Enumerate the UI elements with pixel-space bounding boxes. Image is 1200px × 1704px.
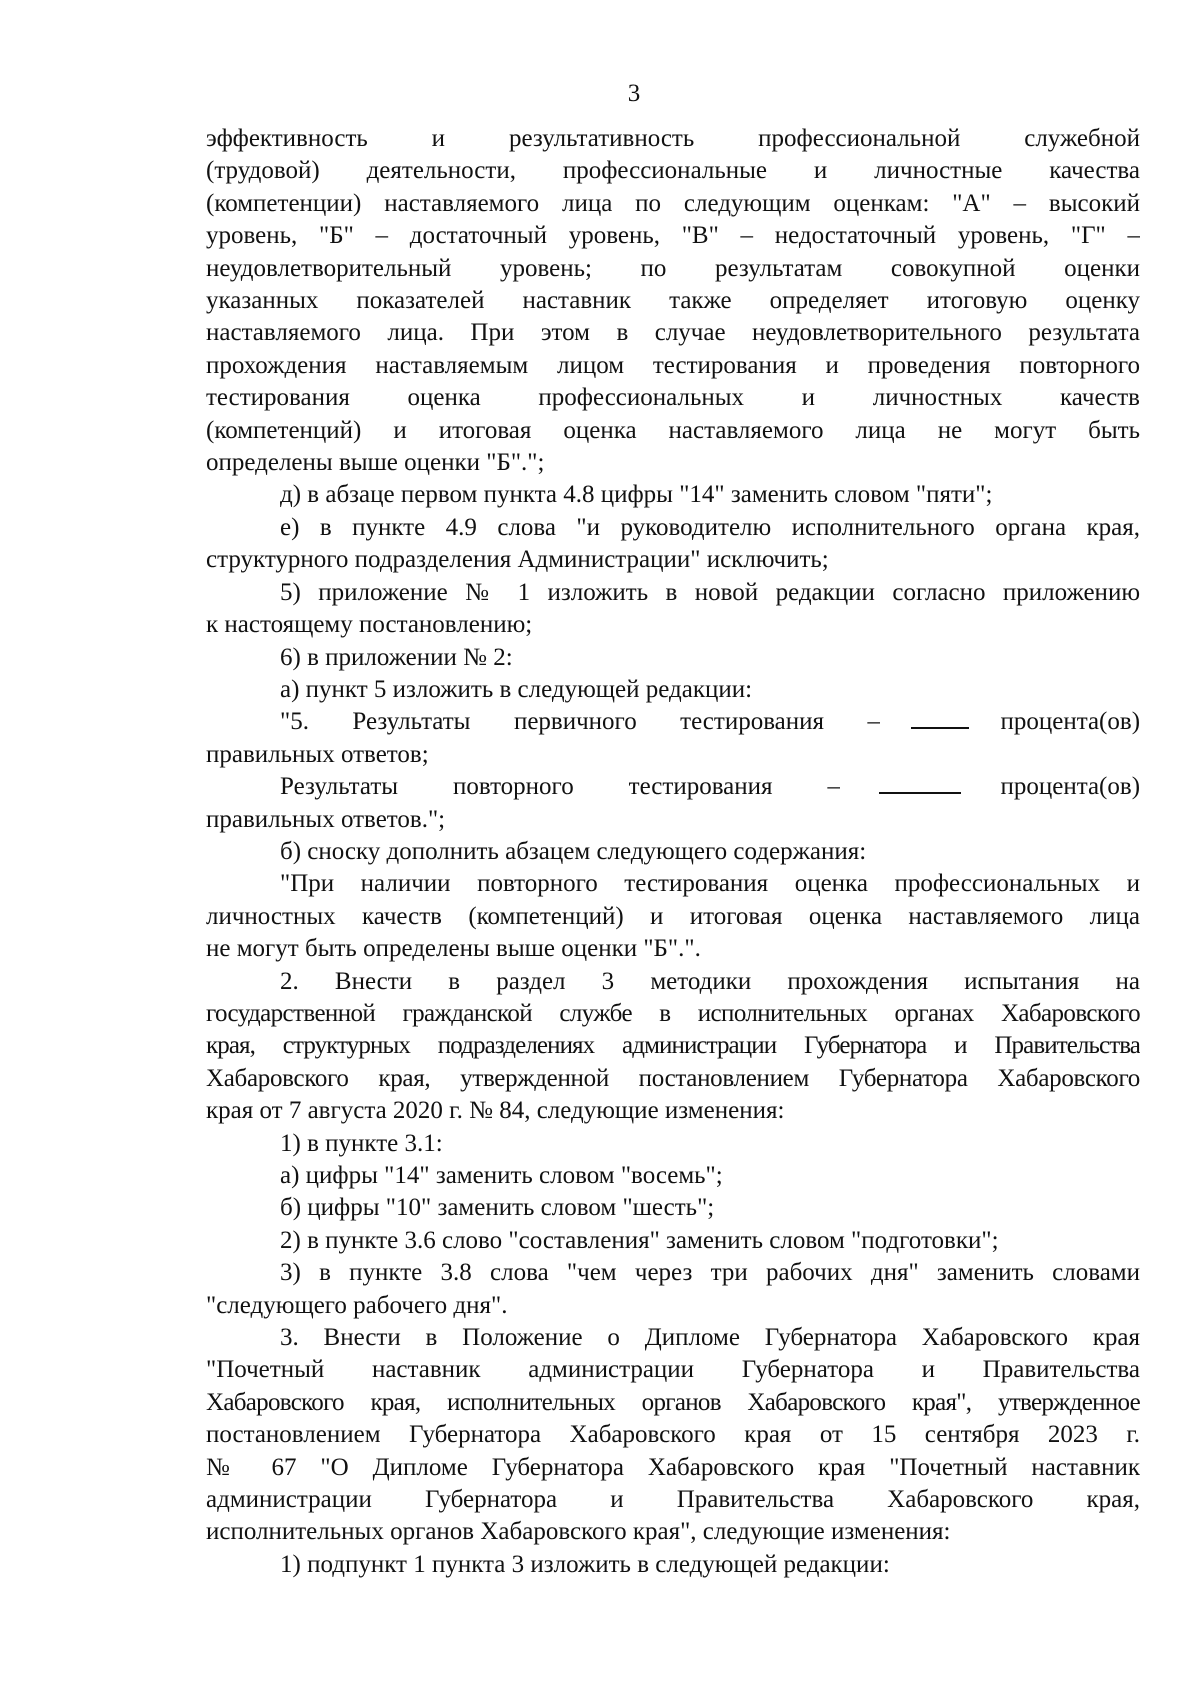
fill-in-blank [911,726,969,729]
text-line: края, структурных подразделениях администрации Губернатора и Правительства [206,1032,1140,1060]
text-line: постановлением Губернатора Хабаровского края от 15 сентября 2023 г. [206,1421,1140,1449]
text-line: б) сноску дополнить абзацем следующего содержания: [280,837,867,865]
text-line: а) пункт 5 изложить в следующей редакции: [280,675,753,703]
text-line: администрации Губернатора и Правительства Хабаровского края, [206,1486,1140,1514]
text-line: 6) в приложении № 2: [280,643,513,671]
document-body [206,123,1140,1581]
text-line: края от 7 августа 2020 г. № 84, следующие изменения: [206,1097,785,1125]
text-fragment: процента(ов) [1000,708,1141,736]
text-line: тестирования оценка профессиональных и личностных качеств [206,384,1140,412]
text-line: а) цифры "14" заменить словом "восемь"; [280,1162,723,1189]
text-line: "Почетный наставник администрации Губернатора и Правительства [206,1356,1140,1384]
text-line: 3) в пункте 3.8 слова "чем через три рабочих дня" заменить словами [280,1259,1140,1287]
text-line: государственной гражданской службе в исполнительных органах Хабаровского [206,999,1140,1027]
text-line: "При наличии повторного тестирования оценка профессиональных и [280,870,1140,898]
text-line: Хабаровского края, исполнительных органов Хабаровского края", утвержденное [206,1388,1140,1416]
text-line: определены выше оценки "Б"."; [206,449,545,477]
text-line: 2. Внести в раздел 3 методики прохождения испытания на [280,967,1140,995]
text-line: (компетенций) и итоговая оценка наставляемого лица не могут быть [206,416,1140,444]
text-line: наставляемого лица. При этом в случае неудовлетворительного результата [206,319,1140,347]
text-line: правильных ответов."; [206,805,446,833]
text-line: 2) в пункте 3.6 слово "составления" заменить словом "подготовки"; [280,1226,999,1254]
text-line-with-blank [206,706,1140,738]
text-line: неудовлетворительный уровень; по результатам совокупной оценки [206,254,1140,282]
text-line: № 67 "О Дипломе Губернатора Хабаровского края "Почетный наставник [206,1453,1140,1481]
text-line: (компетенции) наставляемого лица по следующим оценкам: "А" – высокий [206,189,1140,217]
text-line: 5) приложение № 1 изложить в новой редакции согласно приложению [280,578,1140,606]
text-line: "следующего рабочего дня". [206,1291,508,1319]
text-line: указанных показателей наставник также определяет итоговую оценку [206,287,1140,315]
text-line: 3. Внести в Положение о Дипломе Губернатора Хабаровского края [280,1324,1140,1352]
text-line: не могут быть определены выше оценки "Б".". [206,935,701,963]
text-line-with-blank [206,771,1140,803]
text-line: личностных качеств (компетенций) и итоговая оценка наставляемого лица [206,902,1140,930]
text-line: правильных ответов; [206,740,429,768]
text-fragment: "5. Результаты первичного тестирования – [280,708,880,736]
page-number: 3 [627,80,641,107]
text-line: д) в абзаце первом пункта 4.8 цифры "14" заменить словом "пяти"; [280,481,993,509]
text-line: 1) в пункте 3.1: [280,1129,443,1157]
text-line: Хабаровского края, утвержденной постановлением Губернатора Хабаровского [206,1064,1140,1092]
text-line: эффективность и результативность профессиональной служебной [206,125,1140,152]
text-line: (трудовой) деятельности, профессиональные и личностные качества [206,157,1140,185]
text-line: прохождения наставляемым лицом тестирования и проведения повторного [206,351,1140,379]
text-line: структурного подразделения Администрации" исключить; [206,546,829,574]
text-line: исполнительных органов Хабаровского края", следующие изменения: [206,1518,951,1546]
text-line: б) цифры "10" заменить словом "шесть"; [280,1194,715,1222]
text-fragment: процента(ов) [1000,773,1141,801]
text-fragment: Результаты повторного тестирования – [280,773,840,801]
text-line: уровень, "Б" – достаточный уровень, "В" – недостаточный уровень, "Г" – [206,222,1140,250]
text-line: к настоящему постановлению; [206,611,533,639]
fill-in-blank [879,791,961,794]
text-line: е) в пункте 4.9 слова "и руководителю исполнительного органа края, [280,513,1140,541]
text-line: 1) подпункт 1 пункта 3 изложить в следующей редакции: [280,1550,890,1578]
